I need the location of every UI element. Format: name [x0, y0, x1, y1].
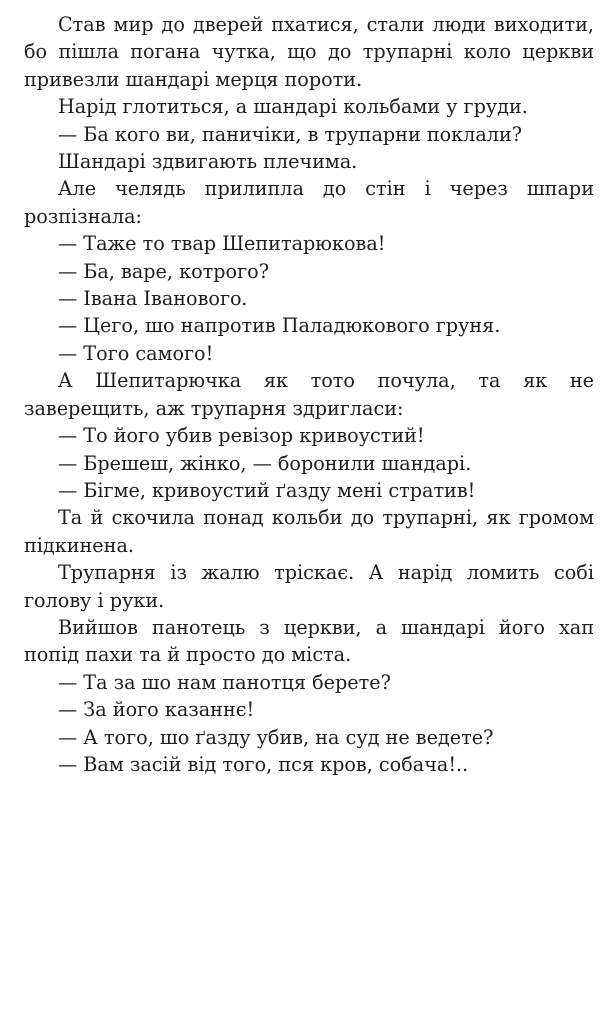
dialogue-line: — То його убив ревізор кривоустий!	[58, 424, 425, 448]
dialogue-line: — За його казаннє!	[58, 698, 255, 722]
paragraph: Шандарі здвигають плечима.	[58, 150, 358, 174]
paragraph: Трупарня із жалю тріскає. А нарід ломить собі голову і руки.	[24, 561, 594, 612]
paragraph: Став мир до дверей пхатися, стали люди виходити, бо пішла погана чутка, що до трупарні коло церкви привезли шандарі мерця пороти.	[24, 13, 594, 91]
dialogue-line: — Вам засій від того, пся кров, собача!..	[58, 752, 469, 776]
paragraph: Вийшов панотець з церкви, а шандарі його хап попід пахи та й просто до міста.	[24, 615, 594, 667]
dialogue-line: — Цего, шо напротив Паладюкового груня.	[58, 314, 501, 338]
paragraph: Нарід глотиться, а шандарі кольбами у груди.	[58, 95, 528, 119]
dialogue-line: — Івана Івановогo.	[58, 287, 248, 311]
dialogue-line: — Брешеш, жінко, — боронили шандарі.	[58, 451, 472, 475]
paragraph: Але челядь прилипла до стін і через шпари розпізнала:	[24, 177, 594, 228]
dialogue-line: — Бігме, кривоустий ґазду мені стратив!	[58, 478, 476, 502]
paragraph: Та й скочила понад кольби до трупарні, як громом підкинена.	[24, 506, 594, 557]
dialogue-line: — Та за шо нам панотця берете?	[58, 670, 391, 694]
dialogue-line: — Того самого!	[58, 341, 214, 365]
dialogue-line: — Ба, варе, котрого?	[58, 259, 269, 283]
dialogue-line: — Ба кого ви, паничіки, в трупарни поклали?	[58, 122, 523, 146]
paragraph: А Шепитарючка як тото почула, та як не заверещить, аж трупарня здригласи:	[24, 369, 594, 420]
page-text	[24, 11, 594, 778]
dialogue-line: — А того, шо ґазду убив, на суд не ведете?	[58, 725, 494, 749]
dialogue-line: — Таже то твар Шепитарюкова!	[58, 232, 386, 256]
